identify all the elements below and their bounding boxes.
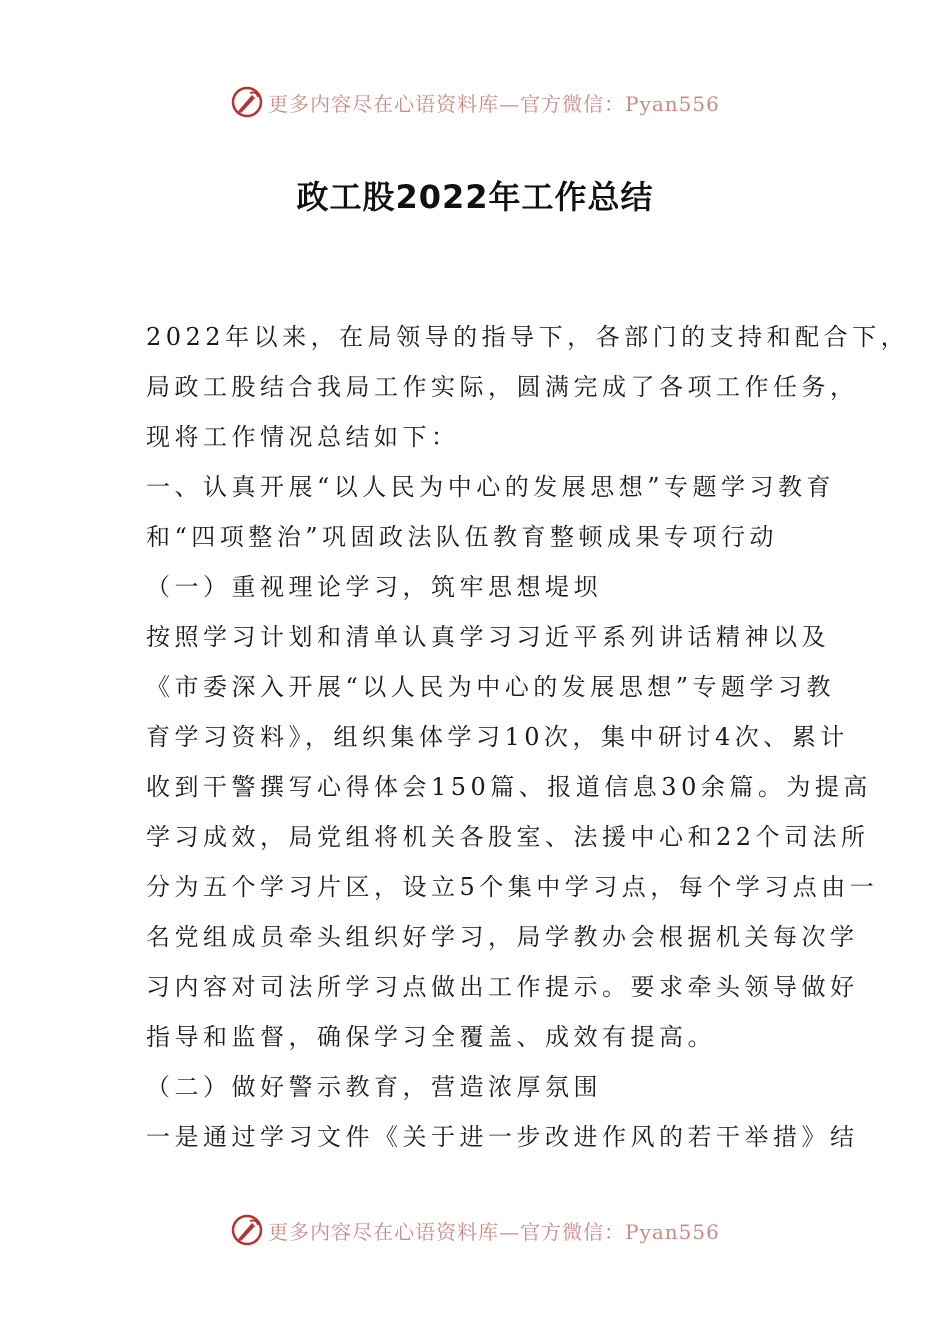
body-line: 指导和监督，确保学习全覆盖、成效有提高。 — [146, 1023, 716, 1051]
footer-watermark-banner — [0, 1210, 950, 1250]
body-line: 学习成效，局党组将机关各股室、法援中心和22个司法所 — [146, 823, 870, 851]
document-title: 政工股2022年工作总结 — [296, 178, 654, 216]
document-body — [146, 312, 910, 1162]
pen-logo-icon — [230, 85, 264, 119]
body-line: 《市委深入开展“以人民为中心的发展思想”专题学习教 — [146, 673, 836, 701]
body-line: 习内容对司法所学习点做出工作提示。要求牵头领导做好 — [146, 973, 859, 1001]
section-heading: 一、认真开展“以人民为中心的发展思想”专题学习教育 — [146, 473, 836, 501]
watermark-text: 更多内容尽在心语资料库—官方微信：Pyan556 — [268, 91, 720, 116]
body-line: 现将工作情况总结如下： — [146, 423, 460, 451]
body-line: 局政工股结合我局工作实际，圆满完成了各项工作任务， — [146, 373, 859, 401]
body-line: 名党组成员牵头组织好学习，局学教办会根据机关每次学 — [146, 923, 859, 951]
body-line: 收到干警撰写心得体会150篇、报道信息30余篇。为提高 — [146, 773, 872, 801]
subsection-heading: （一）重视理论学习，筑牢思想堤坝 — [146, 573, 602, 601]
body-line: 2022年以来，在局领导的指导下，各部门的支持和配合下， — [146, 323, 910, 351]
body-line: 一是通过学习文件《关于进一步改进作风的若干举措》结 — [146, 1123, 859, 1151]
body-line: 分为五个学习片区，设立5个集中学习点，每个学习点由一 — [146, 873, 879, 901]
section-heading: 和“四项整治”巩固政法队伍教育整顿成果专项行动 — [146, 523, 779, 551]
watermark-text: 更多内容尽在心语资料库—官方微信：Pyan556 — [268, 1219, 720, 1244]
body-line: 按照学习计划和清单认真学习习近平系列讲话精神以及 — [146, 623, 830, 651]
subsection-heading: （二）做好警示教育，营造浓厚氛围 — [146, 1073, 602, 1101]
body-line: 育学习资料》，组织集体学习10次，集中研讨4次、累计 — [146, 723, 849, 751]
pen-logo-icon — [230, 1213, 264, 1247]
header-watermark-banner — [0, 82, 950, 122]
